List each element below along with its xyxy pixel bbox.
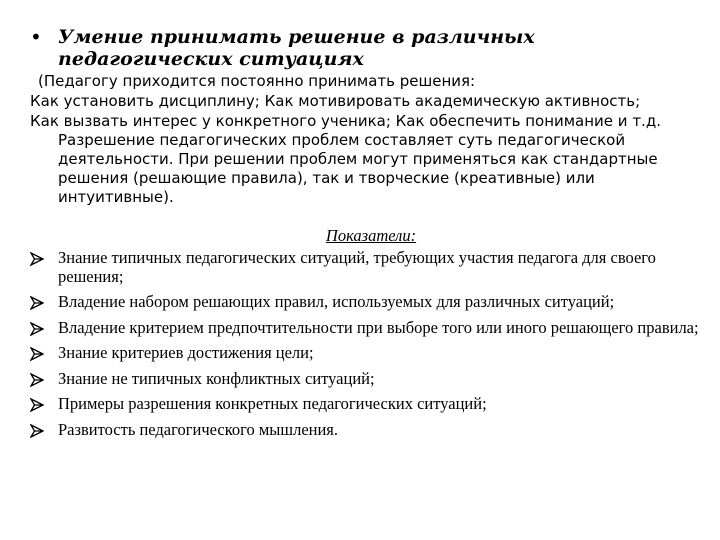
list-item: [30, 344, 700, 363]
indicators-title: [0, 226, 720, 246]
list-item: [30, 370, 700, 389]
slide-heading: [30, 26, 700, 70]
intro-paragraph: Разрешение педагогических проблем составляет суть педагогической деятельности. При решении проблем могут применяться как стандартные решения (решающие правила), так и творческие (креативные) или интуитивные).: [58, 131, 658, 206]
indicators-title-text: Показатели:: [325, 226, 417, 245]
intro-line: Как установить дисциплину; Как мотивировать академическую активность;: [30, 92, 641, 110]
list-item-text: Развитость педагогического мышления.: [58, 419, 339, 439]
list-item-text: Примеры разрешения конкретных педагогических ситуаций;: [58, 394, 487, 413]
intro-line: (Педагогу приходится постоянно принимать решения:: [38, 72, 476, 90]
intro-line: Как вызвать интерес у конкретного ученика; Как обеспечить понимание и т.д.: [30, 112, 661, 130]
list-item: [30, 319, 700, 338]
arrow-bullet-icon: [30, 296, 44, 310]
heading-bullet: •: [30, 25, 42, 49]
arrow-bullet-icon: [30, 424, 44, 438]
list-item: [30, 395, 700, 414]
indicators-list: [30, 249, 700, 446]
arrow-bullet-icon: [30, 252, 44, 266]
list-item-text: Владение набором решающих правил, используемых для различных ситуаций;: [58, 292, 615, 311]
arrow-bullet-icon: [30, 398, 44, 412]
list-item-text: Знание не типичных конфликтных ситуаций;: [58, 368, 375, 388]
heading-text: Умение принимать решение в различных педагогических ситуациях: [58, 26, 535, 70]
list-item-text: Знание критериев достижения цели;: [58, 343, 314, 362]
list-item-text: Владение критерием предпочтительности при выборе того или иного решающего правила;: [58, 317, 699, 337]
list-item: [30, 421, 700, 440]
arrow-bullet-icon: [30, 347, 44, 361]
list-item: [30, 249, 700, 286]
arrow-bullet-icon: [30, 322, 44, 336]
arrow-bullet-icon: [30, 373, 44, 387]
list-item: [30, 293, 700, 312]
list-item-text: Знание типичных педагогических ситуаций, требующих участия педагога для своего решения;: [58, 248, 656, 286]
intro-block: [30, 71, 710, 207]
